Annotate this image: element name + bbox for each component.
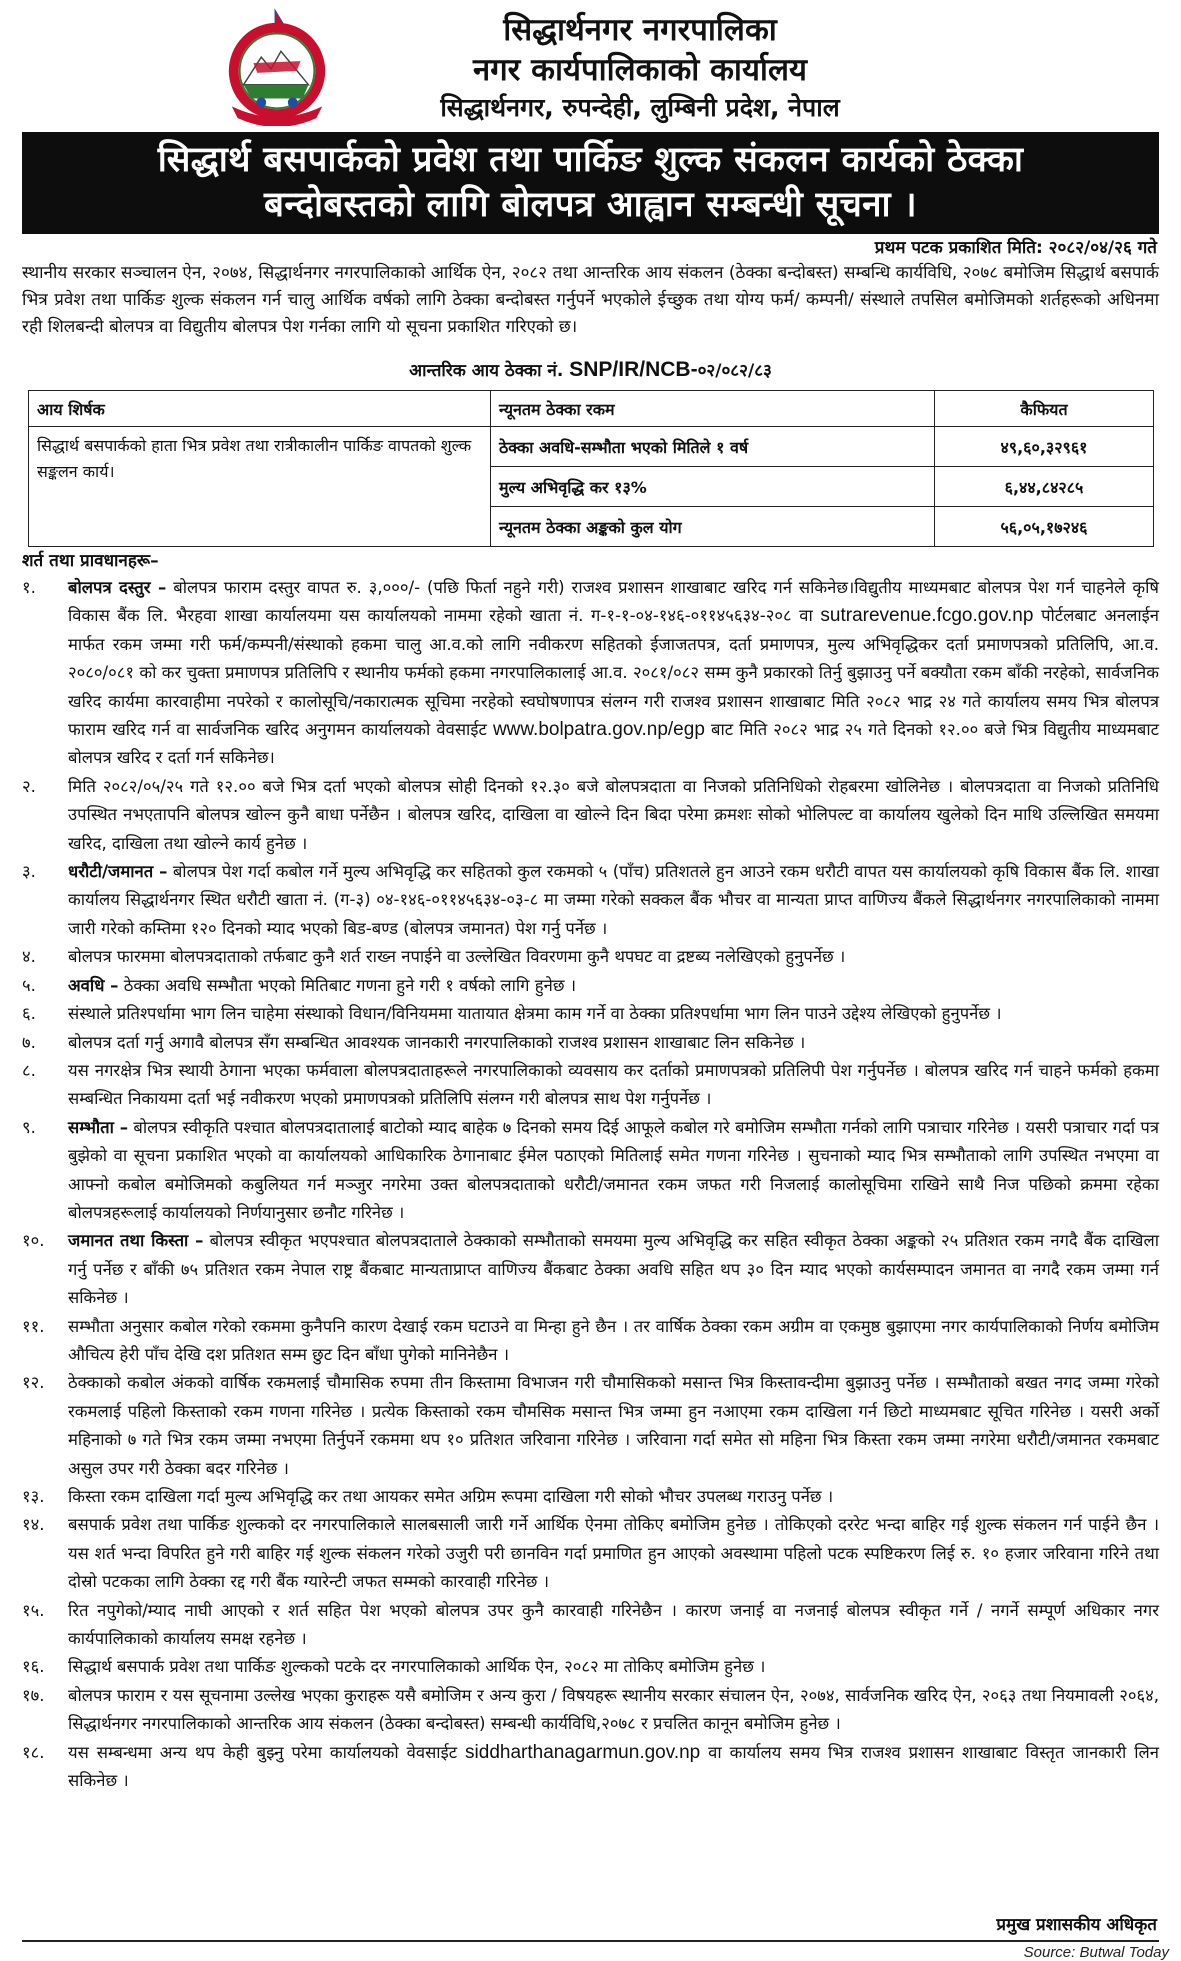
condition-number: १३. bbox=[22, 1487, 45, 1506]
condition-number: ५. bbox=[22, 975, 36, 995]
condition-item bbox=[22, 1369, 1159, 1483]
condition-body: बोलपत्र दर्ता गर्नु अगावै बोलपत्र सँग सम्बन्धित आवश्यक जानकारी नगरपालिकाको राजश्व प्रशासन शाखाबाट लिन सकिनेछ । bbox=[68, 1032, 806, 1052]
condition-text bbox=[68, 1597, 1159, 1654]
condition-item bbox=[22, 1000, 1159, 1028]
condition-text bbox=[68, 1114, 1159, 1228]
bolpatra-link: www.bolpatra.gov.np/egp bbox=[492, 719, 705, 741]
condition-number: १०. bbox=[22, 1231, 45, 1251]
title-line-2: बन्दोबस्तको लागि बोलपत्र आह्वान सम्बन्धी सूचना । bbox=[264, 185, 917, 225]
condition-body: वा कार्यालय समय भित्र राजश्व प्रशासन शाखाबाट विस्तृत जानकारी लिन सकिनेछ । bbox=[68, 1742, 1159, 1791]
condition-item bbox=[22, 1653, 1159, 1681]
condition-body: मिति २०८२/०५/२५ गते १२.०० बजे भित्र दर्ता भएको बोलपत्र सोही दिनको १२.३० बजे बोलपत्रदाता वा निजको प्रतिनिधिको रोहबरमा खोलिनेछ । बोलपत्रदाता वा निजको प्रतिनिधि उपस्थित नभएतापनि बोलपत्र खोल्न कुनै बाधा पर्नेछैन । बोलपत्र खरिद, दाखिला वा खोल्ने दिन बिदा परेमा क्रमशः सोको भोलिपल्ट वा कार्यालय खुलेको दिन माथि उल्लिखित समयमा खरिद, दाखिला तथा खोल्ने कार्य हुनेछ । bbox=[68, 776, 1159, 853]
condition-text bbox=[68, 1057, 1159, 1114]
condition-body: बोलपत्र फारममा बोलपत्रदाताको तर्फबाट कुनै शर्त राख्न नपाईने वा उल्लेखित विवरणमा कुनै थपघट वा द्रष्टब्य नलेखिएको हुनुपर्नेछ । bbox=[68, 947, 846, 967]
condition-body: ठेक्का अवधि सम्भौता भएको मितिबाट गणना हुने गरी १ वर्षको लागि हुनेछ । bbox=[118, 975, 577, 995]
condition-body: रित नपुगेको/म्याद नाघी आएको र शर्त सहित पेश भएको बोलपत्र उपर कुनै कारवाही गरिनेछैन । कारण जनाई वा नजनाई बोलपत्र स्वीकृत गर्ने / नगर्ने सम्पूर्ण अधिकार नगर कार्यपालिकाको कार्यालय समक्ष रहनेछ । bbox=[68, 1600, 1159, 1649]
condition-number: ९. bbox=[22, 1117, 36, 1137]
condition-text bbox=[68, 1000, 1159, 1028]
condition-lead: बोलपत्र दस्तुर – bbox=[68, 578, 167, 597]
condition-body: संस्थाले प्रतिश्पर्धामा भाग लिन चाहेमा संस्थाको विधान/विनियममा यातायात क्षेत्रमा काम गर्ने वा ठेक्का प्रतिश्पर्धामा भाग लिन पाउने उद्देश्य लेखिएको हुनुपर्नेछ । bbox=[68, 1004, 1002, 1024]
amount-label-cell: ठेक्का अवधि-सम्भौता भएको मितिले १ वर्ष bbox=[491, 427, 935, 467]
condition-number: ११. bbox=[22, 1316, 45, 1336]
condition-number: ६. bbox=[22, 1004, 36, 1024]
condition-item bbox=[22, 1227, 1159, 1312]
condition-lead: जमानत तथा किस्ता – bbox=[68, 1231, 204, 1251]
condition-item bbox=[22, 773, 1159, 858]
condition-body: बोलपत्र पेश गर्दा कबोल गर्ने मुल्य अभिवृद्धि कर सहितको कुल रकमको ५ (पाँच) प्रतिशतले हुन आउने रकम धरौटी वापत यस कार्यालयको कृषि विकास बैंक लि. शाखा कार्यालय सिद्धार्थनगर स्थित धरौटी खाता नं. (ग-३) ०४-१४६-०११४५६३४-०३-८ मा जम्मा गरेको सक्कल बैंक भौचर वा मान्यता प्राप्त वाणिज्य बैंकले सिद्धार्थनगर नगरपालिकाको नाममा जारी गरेको कम्तिमा १२० दिनको म्याद भएको बिड-बण्ड (बोलपत्र जमानत) पेश गर्नु पर्नेछ । bbox=[68, 862, 1159, 938]
fee-table bbox=[28, 390, 1154, 547]
table-header-remarks: कैफियत bbox=[935, 391, 1154, 427]
table-header-row bbox=[29, 391, 1154, 427]
amount-label-cell: मुल्य अभिवृद्धि कर १३% bbox=[491, 467, 935, 507]
condition-number: १७. bbox=[22, 1685, 45, 1705]
condition-body: बोलपत्र फाराम दस्तुर वापत रु. ३,०००/- (पछि फिर्ता नहुने गरी) राजश्व प्रशासन शाखाबाट खरिद गर्न सकिनेछ।विद्युतीय माध्यमबाट बोलपत्र पेश गर्न चाहनेले कृषि विकास बैंक लि. भैरहवा शाखा कार्यालयमा यस कार्यालयको नाममा रहेको खाता नं. ग-१-१-०४-१४६-०११४५६३४-२०८ वा bbox=[68, 578, 1159, 626]
condition-item bbox=[22, 1511, 1159, 1596]
condition-number: ८. bbox=[22, 1060, 36, 1080]
condition-body: बोलपत्र फाराम र यस सूचनामा उल्लेख भएका कुराहरू यसै बमोजिम र अन्य कुरा / विषयहरू स्थानीय सरकार संचालन ऐन, २०७४, सार्वजनिक खरिद ऐन, २०६३ तथा नियमावली २०६४, सिद्धार्थनगर नगरपालिकाको आन्तरिक आय संकलन (ठेक्का बन्दोबस्त) सम्बन्धी कार्यविधि,२०७८ र प्रचलित कानून बमोजिम हुनेछ । bbox=[68, 1685, 1159, 1734]
condition-item bbox=[22, 972, 1159, 1000]
condition-body: ठेक्काको कबोल अंकको वार्षिक रकमलाई चौमासिक रुपमा तीन किस्तामा विभाजन गरी चौमासिकको मसान्त भित्र किस्तावन्दीमा बुझाउनु पर्नेछ । सम्भौताको बखत नगद जम्मा गरेको रकमलाई पहिलो किस्ताको रकम गणना गरिनेछ । प्रत्येक किस्ताको रकम चौमसिक मसान्त भित्र जम्मा हुन नआएमा रकम दाखिला गर्न छिटो माध्यमबाट सूचित गरिनेछ । यसरी अर्को महिनाको ७ गते भित्र रकम जम्मा नभएमा तिर्नुपर्ने रकममा थप १० प्रतिशत जरिवाना गरिनेछ । जरिवाना गर्दा समेत सो महिना भित्र किस्ता रकम जम्मा नगरेमा धरौटी/जमानत रकमबाट असुल उपर गरी ठेक्का बदर गरिनेछ । bbox=[68, 1373, 1159, 1478]
condition-number: १८. bbox=[22, 1742, 45, 1762]
condition-item bbox=[22, 858, 1159, 943]
condition-body: सम्भौता अनुसार कबोल गरेको रकममा कुनैपनि कारण देखाई रकम घटाउने वा मिन्हा हुने छैन । तर वार्षिक ठेक्का रकम अग्रीम वा एकमुष्ठ बुझाएमा नगर कार्यपालिकाको निर्णय बमोजिम औचित्य हेरी पाँच देखि दश प्रतिशत सम्म छुट दिन बाँधा पुगेको मानिनेछैन । bbox=[68, 1316, 1159, 1364]
condition-text bbox=[68, 858, 1159, 943]
condition-body: बोलपत्र स्वीकृति पश्चात बोलपत्रदातालाई बाटोको म्याद बाहेक ७ दिनको समय दिई आफूले कबोल गरे बमोजिम सम्भौता गर्नको लागि पत्राचार गरिनेछ । यसरी पत्राचार गर्दा पत्र बुझेको वा सूचना प्रकाशित भएको वा कार्यालयको आधिकारिक ठेगानाबाट ईमेल पठाएको मितिलाई समेत गणना गरिनेछ । सुचनाको म्याद भित्र सम्भौताको लागि उपस्थित नभएमा वा आफ्नो कबोल बमोजिमको कबुलियत गर्न मञ्जुर नगरेमा उक्त बोलपत्रदाताको धरौटी/जमानत रकम जफत गरी निजलाई कालोसूचिमा राखिने साथै निज पछिको क्रममा रहेका बोलपत्रहरूलाई कार्यालयको निर्णयानुसार छनौट गरिनेछ । bbox=[68, 1117, 1159, 1222]
income-title-cell: सिद्धार्थ बसपार्कको हाता भित्र प्रवेश तथा रात्रीकालीन पार्किङ वापतको शुल्क सङ्कलन कार्य। bbox=[29, 427, 491, 547]
contract-code: SNP/IR/NCB- bbox=[569, 358, 698, 381]
condition-number: १४. bbox=[22, 1515, 45, 1535]
title-line-1: सिद्धार्थ बसपार्कको प्रवेश तथा पार्किङ शुल्क संकलन कार्यको ठेक्का bbox=[157, 140, 1024, 180]
condition-item bbox=[22, 1682, 1159, 1739]
condition-text bbox=[68, 1369, 1159, 1483]
org-block bbox=[300, 10, 980, 126]
condition-text bbox=[68, 1739, 1159, 1796]
condition-text bbox=[68, 1483, 1159, 1511]
amount-value-cell: ४९,६०,३२९६१ bbox=[935, 427, 1154, 467]
condition-item bbox=[22, 1739, 1159, 1796]
condition-text bbox=[68, 1029, 1159, 1057]
contract-number bbox=[0, 358, 1181, 382]
table-row bbox=[29, 427, 1154, 467]
condition-text bbox=[68, 943, 1159, 971]
condition-body: बाट मिति २०८२ भाद्र २५ गते दिनको १२.०० बजे भित्र विद्युतीय माध्यमबाट बोलपत्र खरिद र दर्ता गर्न सकिनेछ। bbox=[68, 720, 1159, 768]
condition-item bbox=[22, 1313, 1159, 1370]
intro-paragraph: स्थानीय सरकार सञ्चालन ऐन, २०७४, सिद्धार्थनगर नगरपालिकाको आर्थिक ऐन, २०८२ तथा आन्तरिक आय संकलन (ठेक्का बन्दोबस्त) सम्बन्धि कार्यविधि, २०७८ बमोजिम सिद्धार्थ बसपार्क भित्र प्रवेश तथा पार्किङ शुल्क संकलन गर्न चालु आर्थिक वर्षको लागि ठेक्का बन्दोबस्त गर्नुपर्ने भएकोले ईच्छुक तथा योग्य फर्म/ कम्पनी/ संस्थाले तपसिल बमोजिमको शर्तहरूको अधिनमा रही शिलबन्दी बोलपत्र वा विद्युतीय बोलपत्र पेश गर्नका लागि यो सूचना प्रकाशित गरिएको छ। bbox=[22, 263, 1159, 337]
condition-item bbox=[22, 1597, 1159, 1654]
condition-item bbox=[22, 574, 1159, 773]
condition-body: बसपार्क प्रवेश तथा पार्किङ शुल्कको दर नगरपालिकाले सालबसाली जारी गर्ने आर्थिक ऐनमा तोकिए बमोजिम हुनेछ । तोकिएको दररेट भन्दा बाहिर गई शुल्क संकलन गर्न पाईने छैन । यस शर्त भन्दा विपरित हुने गरी बाहिर गई शुल्क संकलन गरेको उजुरी परी छानविन गर्दा प्रमाणित हुन आएको अवस्थामा पहिलो पटक स्पष्टिकरण लिई रु. १० हजार जरिवाना गरिने तथा दोस्रो पटकका लागि ठेक्का रद्द गरी बैंक ग्यारेन्टी जफत सम्मको कारवाही गरिनेछ । bbox=[68, 1515, 1159, 1592]
office-name: नगर कार्यपालिकाको कार्यालय bbox=[473, 52, 807, 88]
condition-text bbox=[68, 1511, 1159, 1596]
condition-lead: धरौटी/जमानत – bbox=[68, 862, 168, 882]
publication-date: प्रथम पटक प्रकाशित मिति: २०८२/०४/२६ गते bbox=[874, 238, 1157, 258]
title-banner bbox=[22, 132, 1159, 234]
amount-value-cell: ५६,०५,१७२४६ bbox=[935, 507, 1154, 547]
municipality-website-link: siddharthanagarmun.gov.np bbox=[465, 1741, 701, 1763]
condition-number: ४. bbox=[22, 947, 36, 967]
condition-number: ३. bbox=[22, 862, 36, 882]
conditions-heading: शर्त तथा प्रावधानहरू– bbox=[22, 551, 159, 571]
source-credit: Source: Butwal Today bbox=[1023, 1944, 1169, 1961]
contract-label: आन्तरिक आय ठेक्का नं. bbox=[409, 361, 564, 381]
footer-divider bbox=[22, 1940, 1159, 1942]
condition-item bbox=[22, 1114, 1159, 1228]
condition-text bbox=[68, 972, 1159, 1000]
condition-item bbox=[22, 1029, 1159, 1057]
condition-text bbox=[68, 773, 1159, 858]
signatory-title: प्रमुख प्रशासकीय अधिकृत bbox=[996, 1915, 1157, 1935]
conditions-list bbox=[22, 574, 1159, 1795]
revenue-portal-link: sutrarevenue.fcgo.gov.np bbox=[820, 605, 1034, 627]
condition-number: १५. bbox=[22, 1600, 45, 1620]
condition-number: २. bbox=[22, 776, 36, 796]
office-address: सिद्धार्थनगर, रुपन्देही, लुम्बिनी प्रदेश, नेपाल bbox=[440, 93, 840, 122]
table-header-amount: न्यूनतम ठेक्का रकम bbox=[491, 391, 935, 427]
condition-number: १६. bbox=[22, 1657, 45, 1677]
condition-item bbox=[22, 1483, 1159, 1511]
condition-number: ७. bbox=[22, 1032, 36, 1052]
condition-item bbox=[22, 943, 1159, 971]
condition-lead: अवधि – bbox=[68, 975, 119, 995]
municipality-name: सिद्धार्थनगर नगरपालिका bbox=[503, 12, 777, 48]
table-header-income: आय शिर्षक bbox=[29, 391, 491, 427]
header bbox=[0, 4, 1181, 130]
condition-body: सिद्धार्थ बसपार्क प्रवेश तथा पार्किङ शुल्कको पटके दर नगरपालिकाको आर्थिक ऐन, २०८२ मा तोकिए बमोजिम हुनेछ । bbox=[68, 1657, 766, 1677]
condition-body: किस्ता रकम दाखिला गर्दा मुल्य अभिवृद्धि कर तथा आयकर समेत अग्रिम रूपमा दाखिला गरी सोको भौचर उपलब्ध गराउनु पर्नेछ । bbox=[68, 1487, 834, 1506]
condition-lead: सम्भौता – bbox=[68, 1117, 129, 1137]
condition-number: १२. bbox=[22, 1373, 45, 1393]
contract-suffix: ०२/०८२/८३ bbox=[697, 361, 772, 381]
condition-body: यस सम्बन्धमा अन्य थप केही बुझ्नु परेमा कार्यालयको वेवसाईट bbox=[68, 1742, 466, 1762]
amount-value-cell: ६,४४,८४२८५ bbox=[935, 467, 1154, 507]
condition-text bbox=[68, 1682, 1159, 1739]
condition-item bbox=[22, 1057, 1159, 1114]
condition-body: यस नगरक्षेत्र भित्र स्थायी ठेगाना भएका फर्मवाला बोलपत्रदाताहरूले नगरपालिकाको व्यवसाय कर दर्ताको प्रमाणपत्रको प्रतिलिपी पेश गर्नुपर्नेछ । बोलपत्र खरिद गर्न चाहने फर्मको हकमा सम्बन्धित निकायमा दर्ता भई नवीकरण भएको प्रमाणपत्रको प्रतिलिपि संलग्न गरी बोलपत्र साथ पेश गर्नुपर्नेछ । bbox=[68, 1060, 1159, 1109]
condition-text bbox=[68, 1227, 1159, 1312]
condition-body: बोलपत्र स्वीकृत भएपश्चात बोलपत्रदाताले ठेक्काको सम्भौताको समयमा मुल्य अभिवृद्धि कर सहित स्वीकृत ठेक्का अङ्कको २५ प्रतिशत रकम नगदै बैंक दाखिला गर्नु पर्नेछ र बाँकी ७५ प्रतिशत रकम नेपाल राष्ट्र बैंकबाट मान्यताप्राप्त वाणिज्य बैंकबाट ठेक्का अवधि सहित थप ३० दिन म्याद भएको कार्यसम्पादन जमानत वा नगदै रकम जम्मा गर्न सकिनेछ । bbox=[68, 1231, 1159, 1308]
condition-body: पोर्टलबाट अनलाईन मार्फत रकम जम्मा गरी फर्म/कम्पनी/संस्थाको हकमा चालु आ.व.को लागि नवीकरण सहितको ईजाजतपत्र, दर्ता प्रमाणपत्र, मुल्य अभिवृद्धिकर दर्ता प्रमाणपत्रको प्रतिलिपि, आ.व. २०८०/०८१ को कर चुक्ता प्रमाणपत्र प्रतिलिपि र स्थानीय फर्मको हकमा नगरपालिकालाई आ.व. २०८१/०८२ सम्म कुनै प्रकारको तिर्नु बुझाउनु पर्ने बक्यौता रकम बाँकी नरहेको, सार्वजनिक खरिद कार्यमा कारवाहीमा नपरेको र कालोसूचि/नकारात्मक सूचिमा नरहेको स्वघोषणापत्र संलग्न गरी राजश्व प्रशासन शाखाबाट मिति २०८२ भाद्र २४ गते कार्यालय समय भित्र बोलपत्र फाराम खरिद गर्न वा सार्वजनिक खरिद अनुगमन कार्यालयको वेवसाईट bbox=[68, 606, 1159, 740]
amount-label-cell: न्यूनतम ठेक्का अङ्कको कुल योग bbox=[491, 507, 935, 547]
condition-text bbox=[68, 574, 1159, 773]
condition-number: १. bbox=[22, 578, 36, 597]
condition-text bbox=[68, 1313, 1159, 1370]
condition-text bbox=[68, 1653, 1159, 1681]
